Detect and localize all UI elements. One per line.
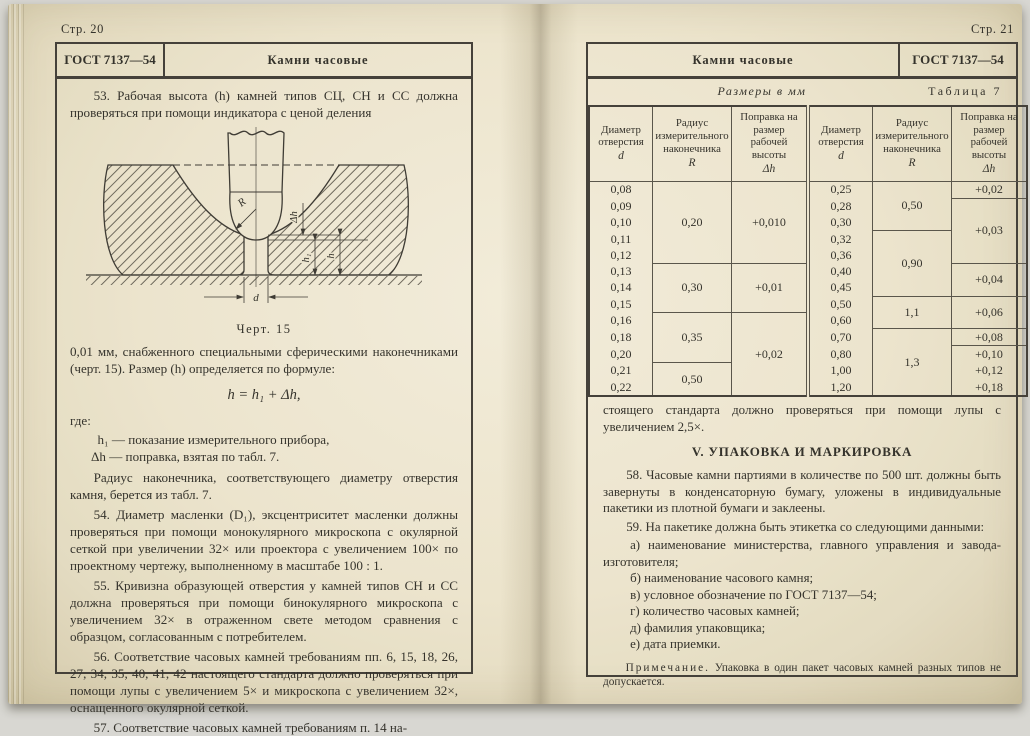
paragraph-55: 55. Кривизна образующей отверстия у камней типов СН и СС должна проверяться при помощи бинокулярного микроскопа с увеличением 32× в отраженном свете методом сравнения с образцом, согласованным с потребителем. [70,578,458,645]
figure-15-drawing [78,125,450,315]
paragraph-56: 56. Соответствие часовых камней требованиям пп. 6, 15, 18, 26, 27, 34, 35, 40, 41, 42 настоящего стандарта должно проверяться при помощи лупы с увеличением 5× и микроскопа с увеличением 32×, оснащенного окулярной сеткой. [70,649,458,716]
label-item-d: д) фамилия упаковщика; [630,620,766,635]
table-cell: 0,14 [610,280,632,295]
page-20-header [57,44,471,79]
table-header-cell: Радиус измерительного наконечника R [653,106,732,181]
table-header-cell: Диаметр отверстия d [808,106,873,181]
note-text: Упаковка в один пакет часовых камней разных типов не допускается. [603,661,1001,689]
table-cell: 0,50 [808,296,873,312]
open-booklet [8,4,1022,736]
table-cell: 0,25 [808,181,873,198]
definition-dh: Δh — поправка, взятая по табл. 7. [90,449,280,465]
table-header-cell: Диаметр отверстия d [589,106,653,181]
table-cell: 0,18 [610,329,632,344]
page-21-frame [586,42,1018,689]
table-cell: +0,10 [952,346,1028,363]
table-cell: 1,20 [808,379,873,396]
where-label: где: [70,413,91,429]
note-paragraph [603,661,1001,690]
table-cell: 0,70 [808,329,873,346]
table-cell: +0,06 [952,296,1028,329]
page-21 [586,22,1018,689]
table-header-cell: Поправка на размер рабочей высоты Δh [732,106,809,181]
label-item-a: а) наименование министерства, главного управления и завода-изготовителя; [603,538,1001,569]
table-cell: 1,00 [808,363,873,379]
paragraph-57: 57. Соответствие часовых камней требованиям п. 14 на- [93,720,408,736]
table-cell: 0,20 [653,181,732,263]
label-item-b: б) наименование часового камня; [630,571,814,586]
running-title: Камни часовые [692,52,794,67]
table-cell: 0,16 [610,313,632,328]
table-cell: +0,08 [952,329,1028,346]
paragraph-58: 58. Часовые камни партиями в количестве по 500 шт. должны быть завернуты в конденсаторную бумагу, уложены в индивидуальные пакетики из плотной бумаги и заклеены. [603,468,1001,516]
table-row [589,363,1027,379]
table-cell: 0,28 [808,198,873,214]
table-cell: 0,11 [610,231,632,246]
page-20-content [57,79,471,736]
page-20 [55,22,473,736]
table-cell: +0,01 [732,263,809,312]
note-label: Примечание. [625,661,710,674]
label-item-v: в) условное обозначение по ГОСТ 7137—54; [630,587,877,602]
table-cell: 0,90 [873,231,952,296]
table-cell: 0,80 [808,346,873,363]
table-header-row [589,106,1027,181]
table-cell: 1,3 [873,329,952,397]
running-title: Камни часовые [267,52,369,67]
table-cell: +0,12 [952,363,1028,379]
page-number-left: Стр. 20 [61,22,104,36]
table-cell: +0,03 [952,198,1028,263]
label-item-g: г) количество часовых камней; [630,604,800,619]
figure-label-d: d [253,292,259,305]
figure-15-caption: Черт. 15 [236,322,292,337]
table-cell: +0,02 [952,181,1028,198]
figure-15 [70,125,458,319]
table-cell: 0,60 [808,312,873,328]
book-gutter-shadow [500,4,578,704]
paragraph-radius: Радиус наконечника, соответствующего диаметру отверстия камня, берется из табл. 7. [70,470,458,503]
table-cell: 0,10 [610,215,632,230]
table-cell: +0,04 [952,263,1028,296]
table-cell: 0,12 [610,247,632,262]
table-cell: 0,40 [808,263,873,279]
table-cell: 1,1 [873,296,952,329]
gost-number-cell: ГОСТ 7137—54 [57,44,165,76]
table-cell: +0,02 [732,312,809,396]
table-cell: 0,15 [610,296,632,311]
table-row [589,181,1027,198]
paragraph-53-cont: 0,01 мм, снабженного специальными сферическими наконечниками (черт. 15). Размер (h) определяется по формуле: [70,344,458,377]
table-caption-row [588,84,1016,103]
paragraph-57-continuation: стоящего стандарта должно проверяться при помощи лупы с увеличением 2,5×. [603,403,1001,434]
table-7 [588,105,1028,397]
table-cell: 0,30 [653,263,732,312]
table-cell: 0,30 [808,215,873,231]
formula-h: h = h₁ + Δh, [227,387,301,404]
figure-label-dh: Δh [289,211,300,223]
paragraph-59: 59. На пакетике должна быть этикетка со следующими данными: [626,519,985,534]
table-cell: 0,22 [610,379,632,394]
table-7-head [589,106,1027,181]
paragraph-54: 54. Диаметр масленки (D₁), эксцентриситет масленки должны проверяться при помощи монокулярного микроскопа с окулярной сеткой при увеличении 32× или проектора с увеличением 100× по проектному чертежу, выполненному в масштабе 100 : 1. [70,507,458,574]
table-cell: 0,21 [610,363,632,378]
paragraph-53-start: 53. Рабочая высота (h) камней типов СЦ, СН и СС должна проверяться при помощи индикатора с ценой деления [70,88,458,121]
gost-number-cell: ГОСТ 7137—54 [898,44,1016,76]
table-cell: 0,50 [873,181,952,231]
page-21-header [588,44,1016,79]
table-cell: 0,32 [808,231,873,247]
table-row [589,263,1027,279]
figure-label-h1: h₁ [301,253,312,263]
table-header-cell: Радиус измерительного наконечника R [873,106,952,181]
page-number-right: Стр. 21 [971,22,1014,36]
table-cell: +0,010 [732,181,809,263]
table-cell: 0,09 [610,198,632,213]
figure-label-R: R [235,195,249,210]
table-7-label: Таблица 7 [928,84,1002,98]
table-cell: 0,08 [610,182,632,197]
table-cell: 0,20 [610,346,632,361]
section-v-title: V. УПАКОВКА И МАРКИРОВКА [691,444,913,460]
table-cell: 0,50 [653,363,732,397]
table-cell: 0,45 [808,280,873,296]
figure-label-h: h [326,253,337,259]
table-cell: 0,36 [808,247,873,263]
table-cell: 0,13 [610,264,632,279]
definition-h1: h₁ — показание измерительного прибора, [97,432,330,448]
table-7-body [589,181,1027,396]
page-20-frame [55,42,473,736]
table-cell: +0,18 [952,379,1028,396]
label-item-e: е) дата приемки. [630,637,721,652]
table-header-cell: Поправка на размер рабочей высоты Δh [952,106,1028,181]
page-21-content [588,397,1016,690]
table-cell: 0,35 [653,312,732,362]
page-stack-edge [8,4,24,704]
units-note: Размеры в мм [717,84,807,98]
